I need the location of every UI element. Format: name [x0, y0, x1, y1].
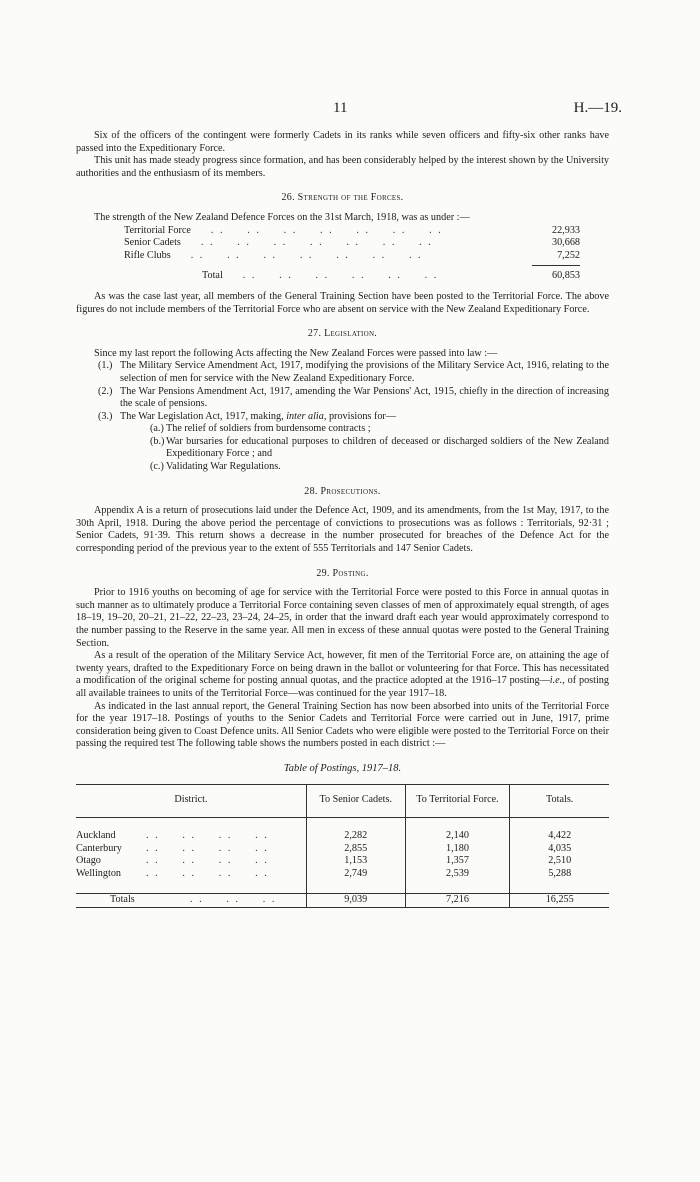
document-reference: H.—19. [573, 100, 622, 116]
strength-value: 22,933 [551, 224, 580, 236]
district-name: Wellington [76, 867, 122, 879]
list-item: (2.) The War Pensions Amendment Act, 1917, amending the War Pensions' Act, 1915, chiefly in the direction of increasing the scale of pensions. [98, 385, 609, 410]
strength-note: As was the case last year, all members of the General Training Section have been posted to the Territorial Force. The above figures do not include members of the Territorial Force who are absent on service with the New Zealand Expeditionary Force. [76, 290, 609, 315]
strength-row: Senior Cadets . . . . . . . . . . . . . . 30,668 [124, 237, 580, 249]
table-header-row [76, 784, 609, 817]
section-27-heading: 27. Legislation. [307, 328, 378, 340]
legislation-intro: Since my last report the following Acts affecting the New Zealand Forces were passed into law :— [94, 347, 498, 359]
list-item: (a.) The relief of soldiers from burdensome contracts ; [150, 423, 371, 435]
table-caption: Table of Postings, 1917–18. [283, 762, 402, 774]
column-header-territorial-force: To Territorial Force. [405, 784, 510, 817]
strength-value: 30,668 [551, 237, 580, 249]
district-name: Otago [76, 855, 101, 867]
strength-label: Territorial Force [124, 224, 191, 236]
strength-row: Rifle Clubs . . . . . . . . . . . . . . 7,252 [124, 249, 580, 261]
column-header-totals: Totals. [510, 784, 609, 817]
strength-list [124, 225, 580, 283]
strength-row: Territorial Force . . . . . . . . . . . . . . 22,933 [124, 224, 580, 236]
page-header [0, 100, 700, 120]
strength-label: Rifle Clubs [124, 249, 171, 261]
page-body [76, 130, 609, 908]
totals-row: Totals . . . . . . 9,039 7,216 16,255 [76, 894, 609, 908]
strength-label: Senior Cadets [124, 237, 181, 249]
table-row: Canterbury . . . . . . . . 2,855 1,180 4,035 [76, 843, 609, 856]
posting-paragraph-2: As a result of the operation of the Military Service Act, however, fit men of the Territorial Force are, on attaining the age of twenty years, drafted to the Expeditionary Force on being drawn in the ballot or volunteering for that Force. This has necessitated a modification of the original scheme for posting annual quotas, and the practice adopted at the 1916–17 posting—i.e., of posting all available trainees to units of the Territorial Force—was continued for the year 1917–18. [76, 650, 609, 699]
strength-total-row: Total . . . . . . . . . . . . 60,853 [202, 270, 580, 282]
section-26-heading: 26. Strength of the Forces. [281, 192, 404, 204]
strength-total-value: 60,853 [551, 270, 580, 282]
intro-paragraph-2: This unit has made steady progress since formation, and has been considerably helped by the interest shown by the University authorities and the enthusiasm of its members. [76, 155, 609, 179]
section-29-heading: 29. Posting. [316, 567, 369, 579]
legislation-list [98, 360, 609, 423]
posting-paragraph-1: Prior to 1916 youths on becoming of age for service with the Territorial Force were posted to this Force in annual quotas in such manner as to ultimately produce a Territorial Force containing seven classes of men of approximately equal strength, of ages 18–19, 19–20, 20–21, 21–22, 22–23, 23–24, 24–25, in order that the inward draft each year would approximately correspond to the number passing to the Reserve in the same year. All men in excess of these annual quotas were posted to the General Training Section. [76, 587, 609, 649]
column-header-district: District. [76, 784, 306, 817]
district-name: Canterbury [76, 842, 122, 854]
posting-paragraph-3: As indicated in the last annual report, the General Training Section has now been absorbed into units of the Territorial Force for the year 1917–18. Postings of youths to the Senior Cadets and Territorial Force were carried out in June, 1917, prime consideration being given to Coast Defence units. All Senior Cadets who were eligible were posted to the Territorial Force on their passing the required test The following table shows the numbers posted in each district :— [76, 700, 609, 750]
legislation-sublist [150, 423, 609, 473]
section-28-heading: 28. Prosecutions. [304, 485, 381, 497]
intro-paragraph-1: Six of the officers of the contingent were formerly Cadets in its ranks while seven officers and fifty-six other ranks have passed into the Expeditionary Force. [76, 130, 609, 154]
list-item: (3.) The War Legislation Act, 1917, making, inter alia, provisions for— [98, 410, 397, 422]
totals-label: Totals [110, 894, 135, 906]
table-row: Otago . . . . . . . . 1,153 1,357 2,510 [76, 855, 609, 868]
table-row: Auckland . . . . . . . . 2,282 2,140 4,422 [76, 830, 609, 843]
strength-value: 7,252 [557, 249, 580, 261]
strength-intro: The strength of the New Zealand Defence Forces on the 31st March, 1918, was as under :— [94, 211, 470, 223]
page-number: 11 [333, 100, 348, 116]
list-item: (b.) War bursaries for educational purposes to children of deceased or discharged soldiers of the New Zealand Expeditionary Force ; and [150, 435, 609, 460]
list-item: (1.) The Military Service Amendment Act, 1917, modifying the provisions of the Military Service Act, 1916, relating to the selection of men for service with the New Zealand Expeditionary Force. [98, 360, 609, 384]
prosecutions-paragraph: Appendix A is a return of prosecutions laid under the Defence Act, 1909, and its amendments, from the 1st May, 1917, to the 30th April, 1918. During the above period the percentage of convictions to prosecutions was as follows : Territorials, 92·31 ; Senior Cadets, 91·39. This return shows a decrease in the number prosecuted for breaches of the Defence Act for the corresponding period of the previous year to the extent of 555 Territorials and 147 Senior Cadets. [76, 505, 609, 555]
list-item: (c.) Validating War Regulations. [150, 461, 281, 473]
district-name: Auckland [76, 830, 116, 842]
postings-table [76, 784, 609, 908]
column-header-senior-cadets: To Senior Cadets. [306, 784, 405, 817]
strength-total-label: Total [202, 270, 223, 282]
table-row: Wellington . . . . . . . . 2,749 2,539 5,288 [76, 868, 609, 881]
